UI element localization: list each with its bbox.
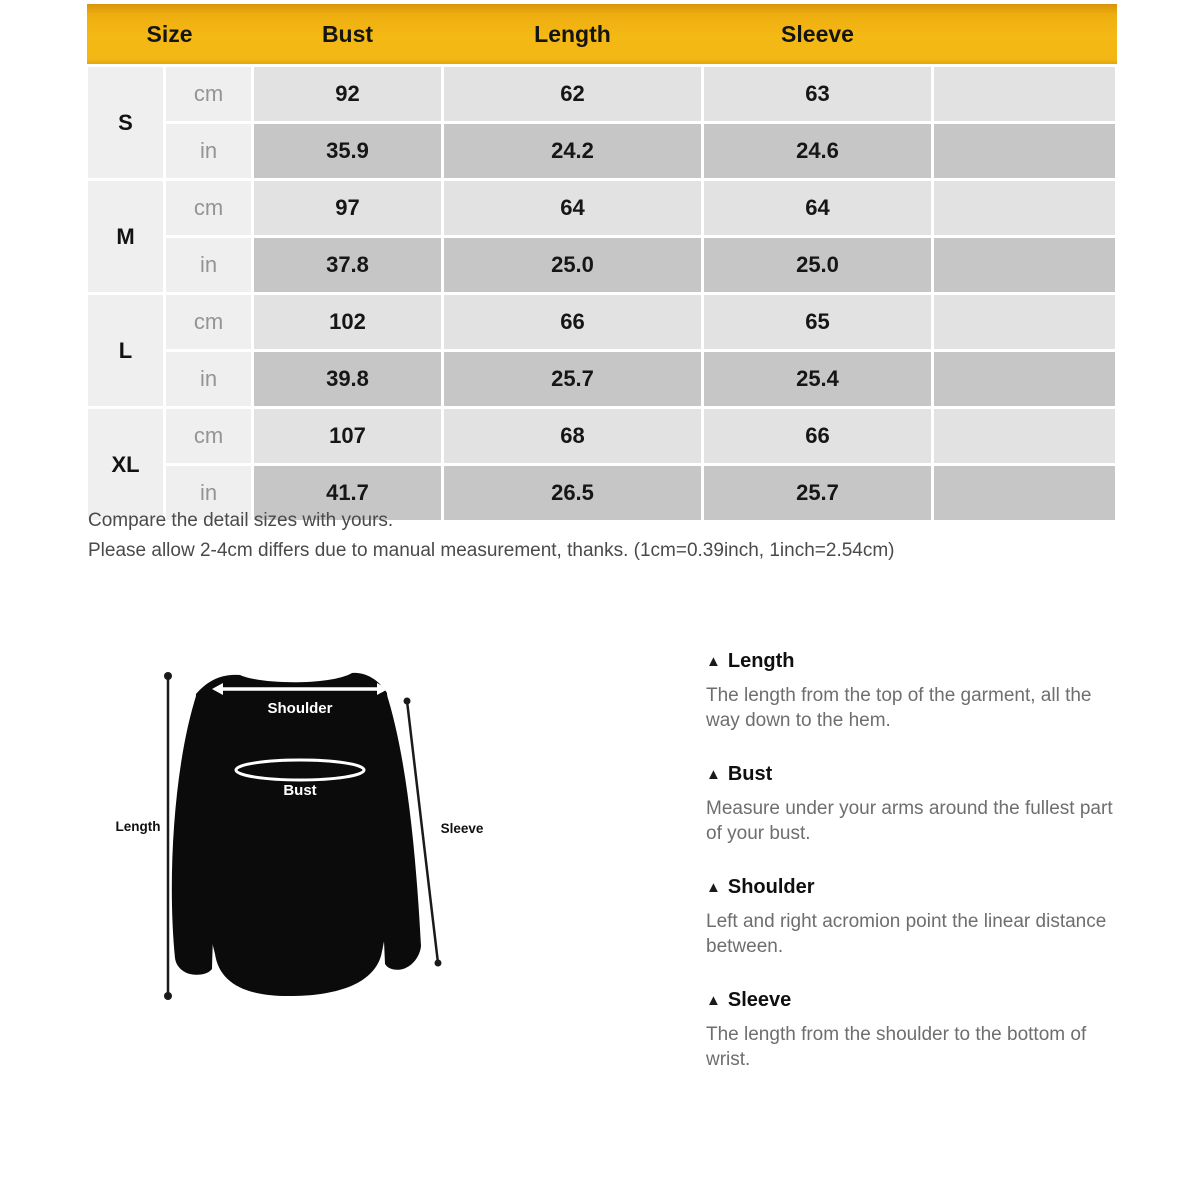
size-label-s: S [87,66,165,180]
cell-filler [933,408,1117,465]
unit-label-cm: cm [165,180,253,237]
cell-s-sleeve-cm: 63 [703,66,933,123]
definition-term-sleeve [706,989,1120,1012]
table-row [87,66,1117,123]
cell-filler [933,237,1117,294]
note-line-2: Please allow 2-4cm differs due to manual measurement, thanks. (1cm=0.39inch, 1inch=2.54cm) [88,540,895,561]
header-filler [933,4,1117,66]
header-length: Length [443,4,703,66]
cell-s-length-in: 24.2 [443,123,703,180]
definition-term-label: Length [727,650,795,672]
cell-m-sleeve-cm: 64 [703,180,933,237]
table-row [87,237,1117,294]
unit-label-cm: cm [165,294,253,351]
note-line-1: Compare the detail sizes with yours. [88,510,394,531]
diagram-bust-label: Bust [283,782,317,799]
cell-xl-bust-in: 41.7 [253,465,443,522]
size-label-xl: XL [87,408,165,522]
table-row [87,351,1117,408]
table-row [87,294,1117,351]
cell-m-sleeve-in: 25.0 [703,237,933,294]
table-row [87,123,1117,180]
cell-m-bust-in: 37.8 [253,237,443,294]
cell-filler [933,294,1117,351]
cell-xl-length-in: 26.5 [443,465,703,522]
cell-filler [933,180,1117,237]
triangle-icon: ▲ [706,879,721,896]
garment-illustration [100,648,490,1008]
cell-filler [933,351,1117,408]
measurement-notes [88,506,1088,566]
definition-term-label: Sleeve [727,989,792,1011]
definition-term-shoulder [706,876,1120,899]
cell-xl-length-cm: 68 [443,408,703,465]
measurement-definitions [706,650,1120,1102]
header-size: Size [87,4,253,66]
cell-xl-bust-cm: 107 [253,408,443,465]
table-row [87,180,1117,237]
definition-term-label: Bust [727,763,773,785]
table-header-row [87,4,1117,66]
definition-desc-sleeve: The length from the shoulder to the bottom of wrist. [706,1024,1087,1070]
cell-l-sleeve-in: 25.4 [703,351,933,408]
definition-desc-length: The length from the top of the garment, all the way down to the hem. [706,685,1092,731]
cell-s-bust-cm: 92 [253,66,443,123]
unit-label-in: in [165,465,253,522]
definition-term-length [706,650,1120,673]
triangle-icon: ▲ [706,992,721,1009]
diagram-length-label: Length [115,819,161,834]
cell-s-length-cm: 62 [443,66,703,123]
cell-s-sleeve-in: 24.6 [703,123,933,180]
cell-l-length-in: 25.7 [443,351,703,408]
definition-desc-bust: Measure under your arms around the fullest part of your bust. [706,798,1113,844]
triangle-icon: ▲ [706,766,721,783]
cell-l-length-cm: 66 [443,294,703,351]
diagram-shoulder-label: Shoulder [267,700,333,717]
unit-label-in: in [165,123,253,180]
unit-label-cm: cm [165,66,253,123]
length-line-bottom-dot [164,992,172,1000]
sleeve-line-bottom-dot [435,960,442,967]
table-row [87,408,1117,465]
cell-l-bust-cm: 102 [253,294,443,351]
cell-xl-sleeve-in: 25.7 [703,465,933,522]
cell-filler [933,66,1117,123]
unit-label-in: in [165,351,253,408]
definition-term-label: Shoulder [727,876,815,898]
definition-desc-shoulder: Left and right acromion point the linear distance between. [706,911,1107,957]
header-bust: Bust [253,4,443,66]
cell-filler [933,123,1117,180]
size-chart-table [85,4,1118,523]
triangle-icon: ▲ [706,653,721,670]
size-label-m: M [87,180,165,294]
cell-xl-sleeve-cm: 66 [703,408,933,465]
sleeve-line-top-dot [404,698,411,705]
cell-m-length-cm: 64 [443,180,703,237]
definition-term-bust [706,763,1120,786]
cell-m-bust-cm: 97 [253,180,443,237]
diagram-sleeve-label: Sleeve [440,821,484,836]
unit-label-cm: cm [165,408,253,465]
cell-s-bust-in: 35.9 [253,123,443,180]
unit-label-in: in [165,237,253,294]
size-label-l: L [87,294,165,408]
cell-l-bust-in: 39.8 [253,351,443,408]
cell-m-length-in: 25.0 [443,237,703,294]
header-sleeve: Sleeve [703,4,933,66]
garment-measure-diagram [100,648,490,1008]
cell-l-sleeve-cm: 65 [703,294,933,351]
length-line-top-dot [164,672,172,680]
